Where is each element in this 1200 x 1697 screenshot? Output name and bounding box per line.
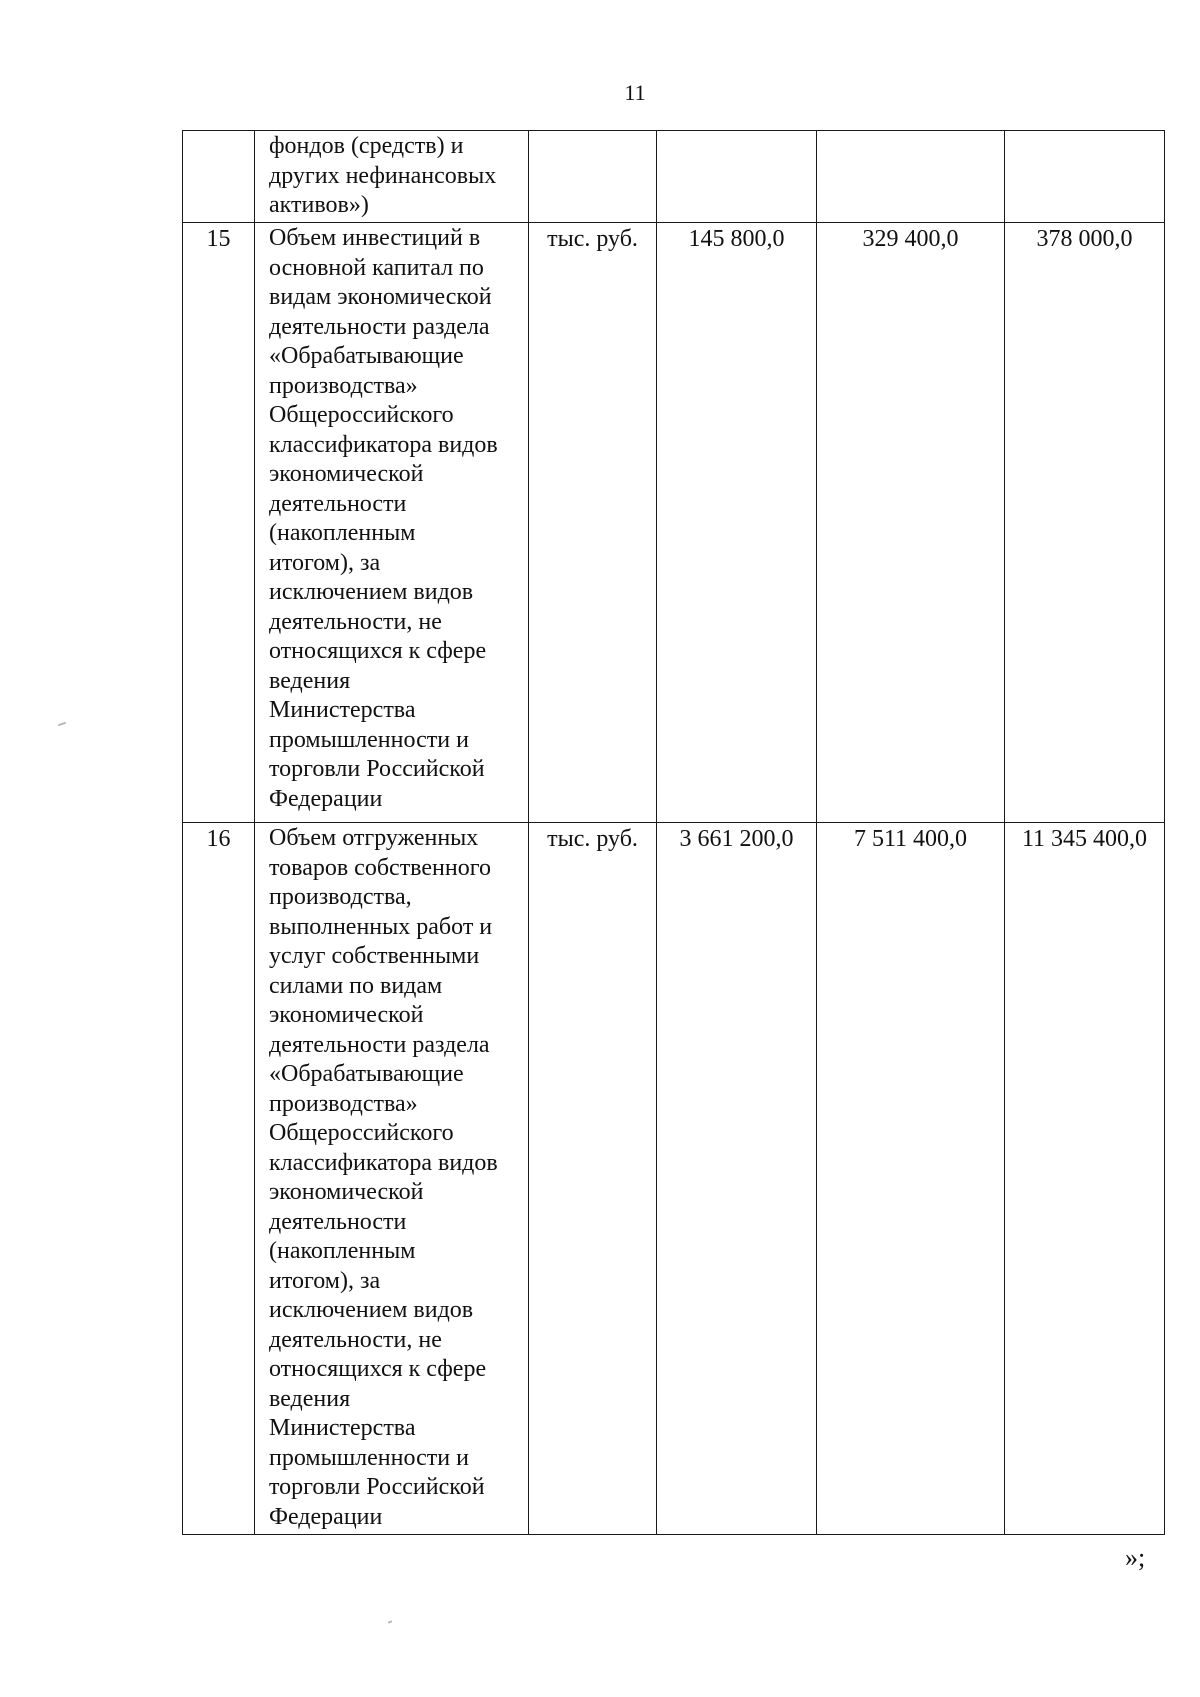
description-line: производства» xyxy=(269,372,418,399)
table-row xyxy=(183,131,1165,223)
scan-speck xyxy=(388,1620,392,1623)
description-line: исключением видов xyxy=(269,579,474,605)
description-line: фондов (средств) и xyxy=(269,133,464,159)
scan-speck xyxy=(58,722,66,727)
description-line: экономической xyxy=(269,461,424,487)
description-line: классификатора видов xyxy=(269,431,498,458)
row-number-cell xyxy=(183,131,255,223)
description-line: производства» xyxy=(269,1090,418,1117)
description-line: товаров собственного xyxy=(269,854,491,881)
description-line: экономической xyxy=(269,1002,424,1028)
indicators-table xyxy=(182,130,1165,1535)
description-line: итогом), за xyxy=(269,549,381,576)
description-line: Федерации xyxy=(269,1503,383,1530)
value-cell-1: 3 661 200,0 xyxy=(657,823,817,1535)
description-line: торговли Российской xyxy=(269,756,485,782)
row-number-cell: 15 xyxy=(183,223,255,823)
description-line: ведения xyxy=(269,667,351,694)
value-cell-2 xyxy=(817,131,1005,223)
description-line: исключением видов xyxy=(269,1297,474,1323)
description-line: (накопленным xyxy=(269,520,416,546)
value-cell-1 xyxy=(657,131,817,223)
description-line: других нефинансовых xyxy=(269,162,497,189)
description-line: деятельности раздела xyxy=(269,1031,490,1058)
row-number-cell: 16 xyxy=(183,823,255,1535)
page-number: 11 xyxy=(624,80,646,105)
description-line: основной капитал по xyxy=(269,254,484,281)
indicator-description-cell xyxy=(255,823,529,1535)
description-line: экономической xyxy=(269,1179,424,1205)
description-line: Министерства xyxy=(269,1415,416,1441)
table-row xyxy=(183,823,1165,1535)
unit-cell: тыс. руб. xyxy=(529,823,657,1535)
value-cell-1: 145 800,0 xyxy=(657,223,817,823)
description-line: деятельности xyxy=(269,490,407,517)
value-cell-2: 329 400,0 xyxy=(817,223,1005,823)
description-line: деятельности, не xyxy=(269,1326,442,1353)
description-line: Объем инвестиций в xyxy=(269,225,481,251)
description-line: итогом), за xyxy=(269,1267,381,1294)
description-line: ведения xyxy=(269,1385,351,1412)
value-cell-2: 7 511 400,0 xyxy=(817,823,1005,1535)
description-line: классификатора видов xyxy=(269,1149,498,1176)
description-line: деятельности, не xyxy=(269,608,442,635)
description-line: силами по видам xyxy=(269,972,443,999)
description-line: Министерства xyxy=(269,697,416,723)
description-line: относящихся к сфере xyxy=(269,1356,487,1382)
description-line: видам экономической xyxy=(269,284,492,310)
description-line: «Обрабатывающие xyxy=(269,343,464,369)
description-line: деятельности xyxy=(269,1208,407,1235)
value-cell-3 xyxy=(1005,131,1165,223)
description-line: Общероссийского xyxy=(269,402,454,428)
description-line: промышленности и xyxy=(269,1444,469,1471)
description-line: Федерации xyxy=(269,785,383,812)
description-line: выполненных работ и xyxy=(269,913,493,940)
value-cell-3: 11 345 400,0 xyxy=(1005,823,1165,1535)
description-line: активов») xyxy=(269,192,369,218)
description-line: деятельности раздела xyxy=(269,313,490,340)
description-line: (накопленным xyxy=(269,1238,416,1264)
indicator-description-cell xyxy=(255,131,529,223)
description-line: «Обрабатывающие xyxy=(269,1061,464,1087)
description-line: услуг собственными xyxy=(269,943,480,969)
description-line: Объем отгруженных xyxy=(269,825,479,851)
description-line: Общероссийского xyxy=(269,1120,454,1146)
description-line: промышленности и xyxy=(269,726,469,753)
unit-cell xyxy=(529,131,657,223)
description-line: торговли Российской xyxy=(269,1474,485,1500)
description-line: производства, xyxy=(269,884,412,910)
unit-cell: тыс. руб. xyxy=(529,223,657,823)
value-cell-3: 378 000,0 xyxy=(1005,223,1165,823)
closing-quote-mark: »; xyxy=(1125,1543,1146,1572)
description-line: относящихся к сфере xyxy=(269,638,487,664)
indicator-description-cell xyxy=(255,223,529,823)
table-row xyxy=(183,223,1165,823)
